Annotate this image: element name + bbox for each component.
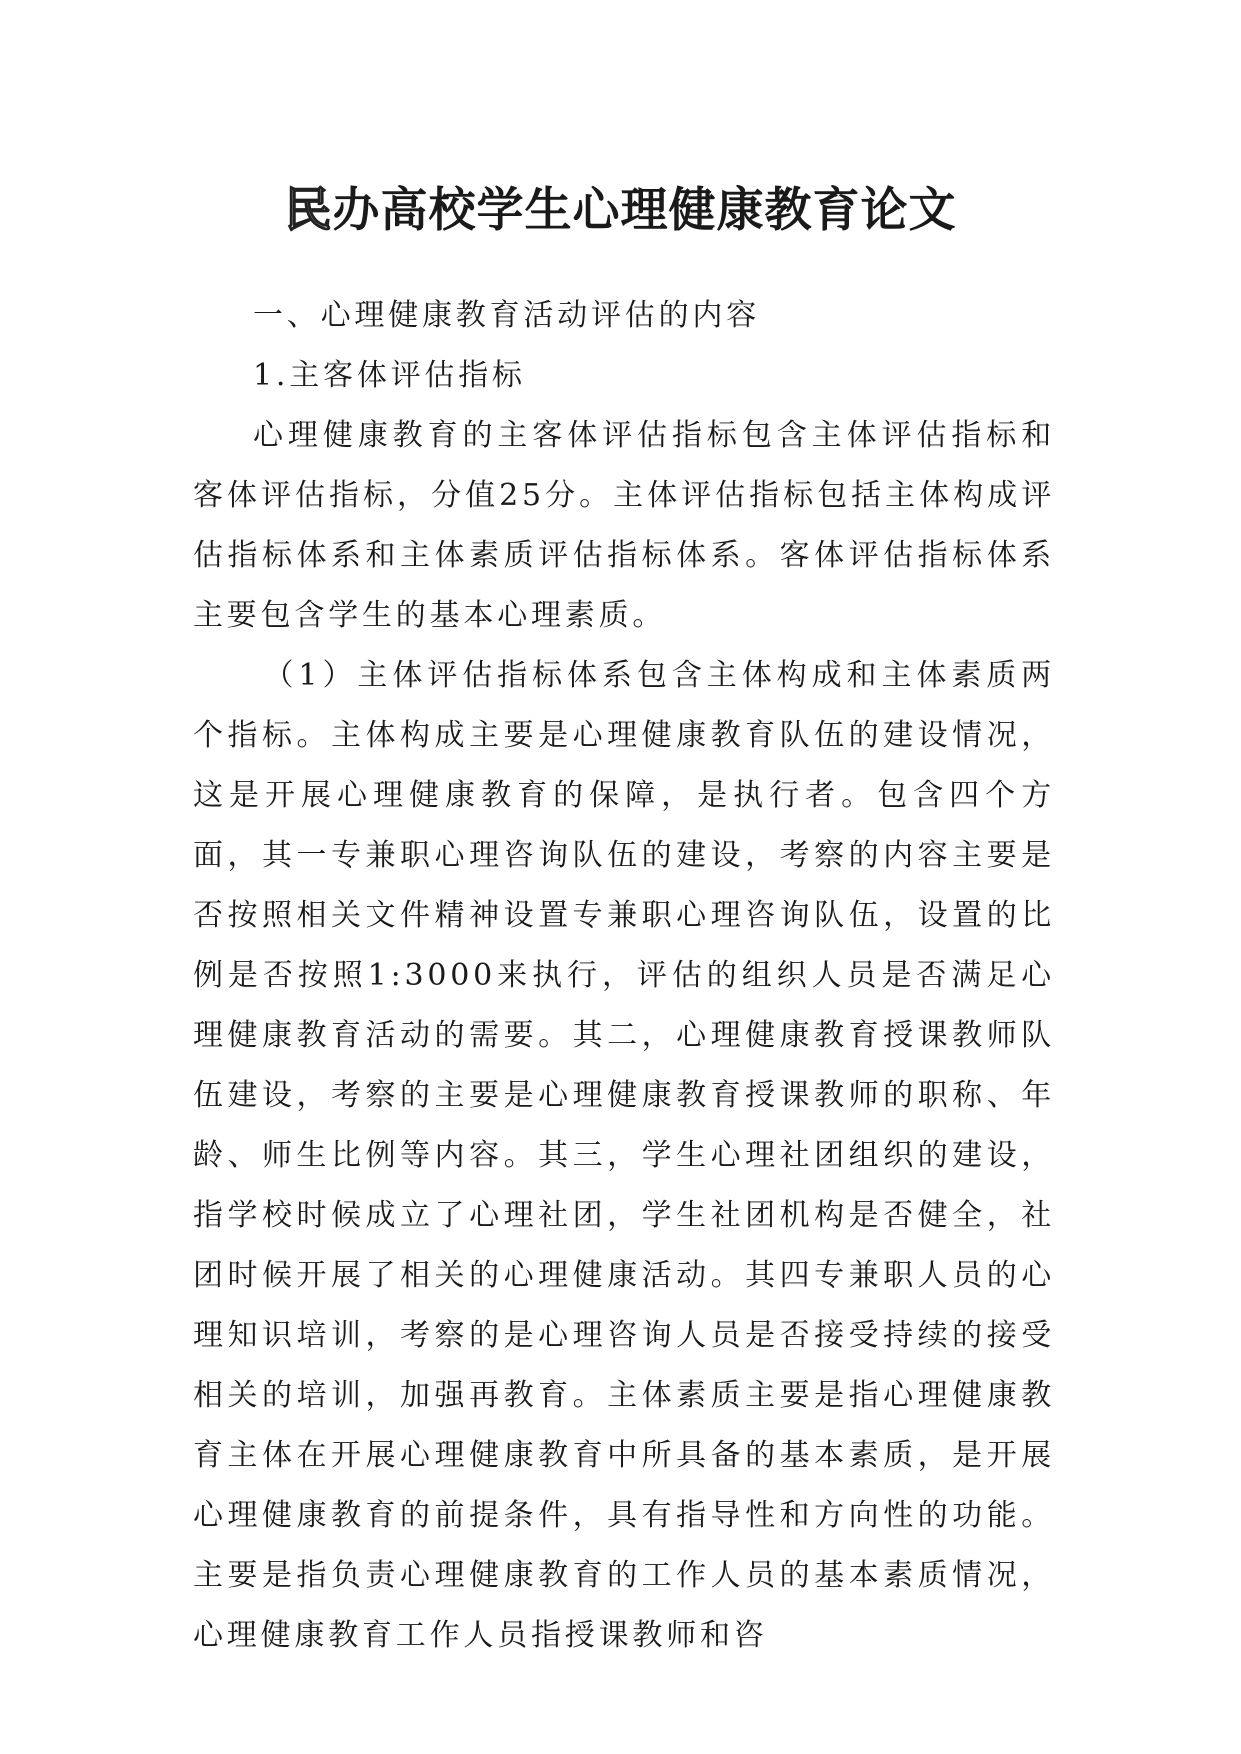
paragraph: （1）主体评估指标体系包含主体构成和主体素质两个指标。主体构成主要是心理健康教育队伍的建设情况，这是开展心理健康教育的保障，是执行者。包含四个方面，其一专兼职心理咨询队伍的建设，考察的内容主要是否按照相关文件精神设置专兼职心理咨询队伍，设置的比例是否按照1:3000来执行，评估的组织人员是否满足心理健康教育活动的需要。其二，心理健康教育授课教师队伍建设，考察的主要是心理健康教育授课教师的职称、年龄、师生比例等内容。其三，学生心理社团组织的建设，指学校时候成立了心理社团，学生社团机构是否健全，社团时候开展了相关的心理健康活动。其四专兼职人员的心理知识培训，考察的是心理咨询人员是否接受持续的接受相关的培训，加强再教育。主体素质主要是指心理健康教育主体在开展心理健康教育中所具备的基本素质，是开展心理健康教育的前提条件，具有指导性和方向性的功能。主要是指负责心理健康教育的工作人员的基本素质情况，心理健康教育工作人员指授课教师和咨 <box>193 658 1055 1653</box>
title-rest: 办高校学生心理健康教育论文 <box>332 183 957 239</box>
document-body <box>193 286 1055 1666</box>
section-heading: 一、心理健康教育活动评估的内容 <box>253 298 760 333</box>
subsection-heading: 1.主客体评估指标 <box>253 358 526 393</box>
page-title <box>0 181 1241 241</box>
title-first-char: 民 <box>284 183 333 239</box>
paragraph: 心理健康教育的主客体评估指标包含主体评估指标和客体评估指标，分值25分。主体评估指标包括主体构成评估指标体系和主体素质评估指标体系。客体评估指标体系主要包含学生的基本心理素质。 <box>193 418 1055 633</box>
